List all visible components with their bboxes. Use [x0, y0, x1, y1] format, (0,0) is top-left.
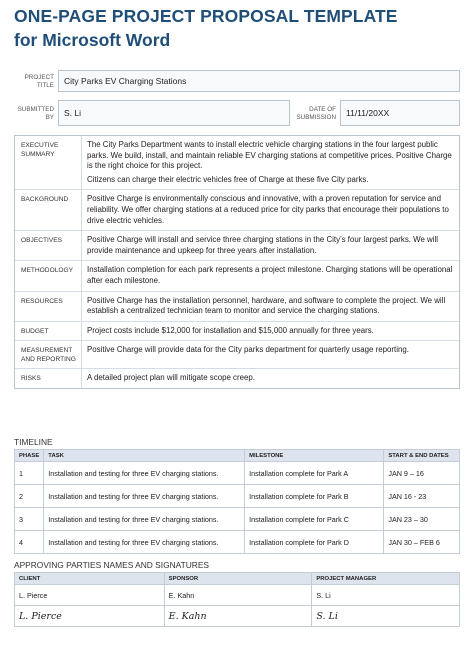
page-subtitle: for Microsoft Word	[14, 30, 171, 50]
section-budget	[15, 321, 459, 341]
submitted-by-label: SUBMITTED BY	[17, 106, 54, 121]
column-header: SPONSOR	[164, 573, 312, 585]
section-objectives	[15, 230, 459, 260]
approvals-title: APPROVING PARTIES NAMES AND SIGNATURES	[14, 560, 209, 570]
phase-cell[interactable]: 3	[15, 508, 44, 531]
section-paragraph: Positive Charge will provide data for the City parks department for quarterly usage reporting.	[87, 345, 409, 355]
table-row	[15, 485, 460, 508]
section-paragraph: Project costs include $12,000 for installation and $15,000 annually for three years.	[87, 325, 374, 335]
timeline-table	[14, 449, 460, 554]
date-of-submission-field[interactable]: 11/11/20XX	[340, 100, 460, 126]
section-paragraph: Positive Charge is environmentally conscious and innovative, with a proven reputation for service and reliability. We offer charging stations at a reduced price for city parks that encourage their populations to drive electric vehicles.	[87, 194, 449, 225]
approvals-header-row	[15, 573, 460, 585]
section-paragraph: Citizens can charge their electric vehicles free of Charge at these five City parks.	[87, 174, 369, 184]
section-text[interactable]	[81, 341, 459, 368]
timeline-header-row	[15, 450, 460, 462]
section-paragraph: A detailed project plan will mitigate scope creep.	[87, 373, 255, 383]
table-row	[15, 508, 460, 531]
task-cell[interactable]: Installation and testing for three EV charging stations.	[44, 508, 245, 531]
milestone-cell[interactable]: Installation complete for Park A	[245, 462, 384, 485]
page-title: ONE-PAGE PROJECT PROPOSAL TEMPLATE	[14, 6, 398, 26]
sponsor-signature[interactable]: E. Kahn	[164, 606, 312, 627]
milestone-cell[interactable]: Installation complete for Park C	[245, 508, 384, 531]
project-manager-signature[interactable]: S. Li	[312, 606, 460, 627]
column-header: PHASE	[15, 450, 44, 462]
timeline-title: TIMELINE	[14, 437, 53, 447]
column-header: START & END DATES	[384, 450, 460, 462]
approvals-table	[14, 572, 460, 627]
sponsor-name[interactable]: E. Kahn	[164, 585, 312, 606]
submitted-by-field[interactable]: S. Li	[58, 100, 290, 126]
section-text[interactable]	[81, 369, 459, 388]
section-label: BACKGROUND	[21, 196, 69, 204]
column-header: CLIENT	[15, 573, 165, 585]
table-row	[15, 462, 460, 485]
section-background	[15, 189, 459, 230]
column-header: MILESTONE	[245, 450, 384, 462]
section-label: MEASUREMENT AND REPORTING	[21, 347, 76, 363]
phase-cell[interactable]: 2	[15, 485, 44, 508]
column-header: PROJECT MANAGER	[312, 573, 460, 585]
section-paragraph: The City Parks Department wants to install electric vehicle charging stations in the four largest public parks. We build, install, and maintain reliable EV charging stations at competitive prices. Positive Charge is the right choice for this project.	[87, 140, 452, 171]
phase-cell[interactable]: 4	[15, 531, 44, 554]
section-paragraph: Positive Charge will install and service three charging stations in the City’s four largest parks. We will provide maintenance and upkeep for three years after installation.	[87, 235, 438, 255]
signatures-row	[15, 606, 460, 627]
dates-cell[interactable]: JAN 30 – FEB 6	[384, 531, 460, 554]
milestone-cell[interactable]: Installation complete for Park B	[245, 485, 384, 508]
date-of-submission-label: DATE OF SUBMISSION	[296, 106, 336, 121]
section-label: RISKS	[21, 375, 41, 383]
phase-cell[interactable]: 1	[15, 462, 44, 485]
section-label: BUDGET	[21, 327, 49, 335]
task-cell[interactable]: Installation and testing for three EV charging stations.	[44, 531, 245, 554]
section-label: METHODOLOGY	[21, 267, 74, 275]
section-text[interactable]	[81, 261, 459, 290]
section-label: EXECUTIVE SUMMARY	[21, 142, 59, 158]
project-manager-name[interactable]: S. Li	[312, 585, 460, 606]
section-text[interactable]	[81, 292, 459, 321]
dates-cell[interactable]: JAN 23 – 30	[384, 508, 460, 531]
client-name[interactable]: L. Pierce	[15, 585, 165, 606]
section-measurement-and-reporting	[15, 340, 459, 368]
section-text[interactable]	[81, 322, 459, 341]
section-text[interactable]	[81, 136, 459, 189]
client-signature[interactable]: L. Pierce	[15, 606, 165, 627]
section-risks	[15, 368, 459, 388]
table-row	[15, 531, 460, 554]
section-methodology	[15, 260, 459, 290]
section-executive-summary	[15, 136, 459, 189]
project-title-label: PROJECT TITLE	[24, 74, 54, 89]
task-cell[interactable]: Installation and testing for three EV charging stations.	[44, 462, 245, 485]
dates-cell[interactable]: JAN 9 – 16	[384, 462, 460, 485]
section-paragraph: Positive Charge has the installation personnel, hardware, and software to complete the project. We will establish a centralized technician team to monitor and service the charging stations.	[87, 295, 446, 316]
section-label: RESOURCES	[21, 297, 63, 305]
column-header: TASK	[44, 450, 245, 462]
section-resources	[15, 291, 459, 321]
milestone-cell[interactable]: Installation complete for Park D	[245, 531, 384, 554]
project-title-field[interactable]: City Parks EV Charging Stations	[58, 70, 460, 92]
proposal-sections	[14, 135, 460, 389]
section-paragraph: Installation completion for each park represents a project milestone. Charging stations will be operational after each milestone.	[87, 265, 453, 285]
names-row	[15, 585, 460, 606]
section-label: OBJECTIVES	[21, 237, 63, 245]
dates-cell[interactable]: JAN 16 - 23	[384, 485, 460, 508]
section-text[interactable]	[81, 190, 459, 230]
section-text[interactable]	[81, 231, 459, 260]
task-cell[interactable]: Installation and testing for three EV charging stations.	[44, 485, 245, 508]
